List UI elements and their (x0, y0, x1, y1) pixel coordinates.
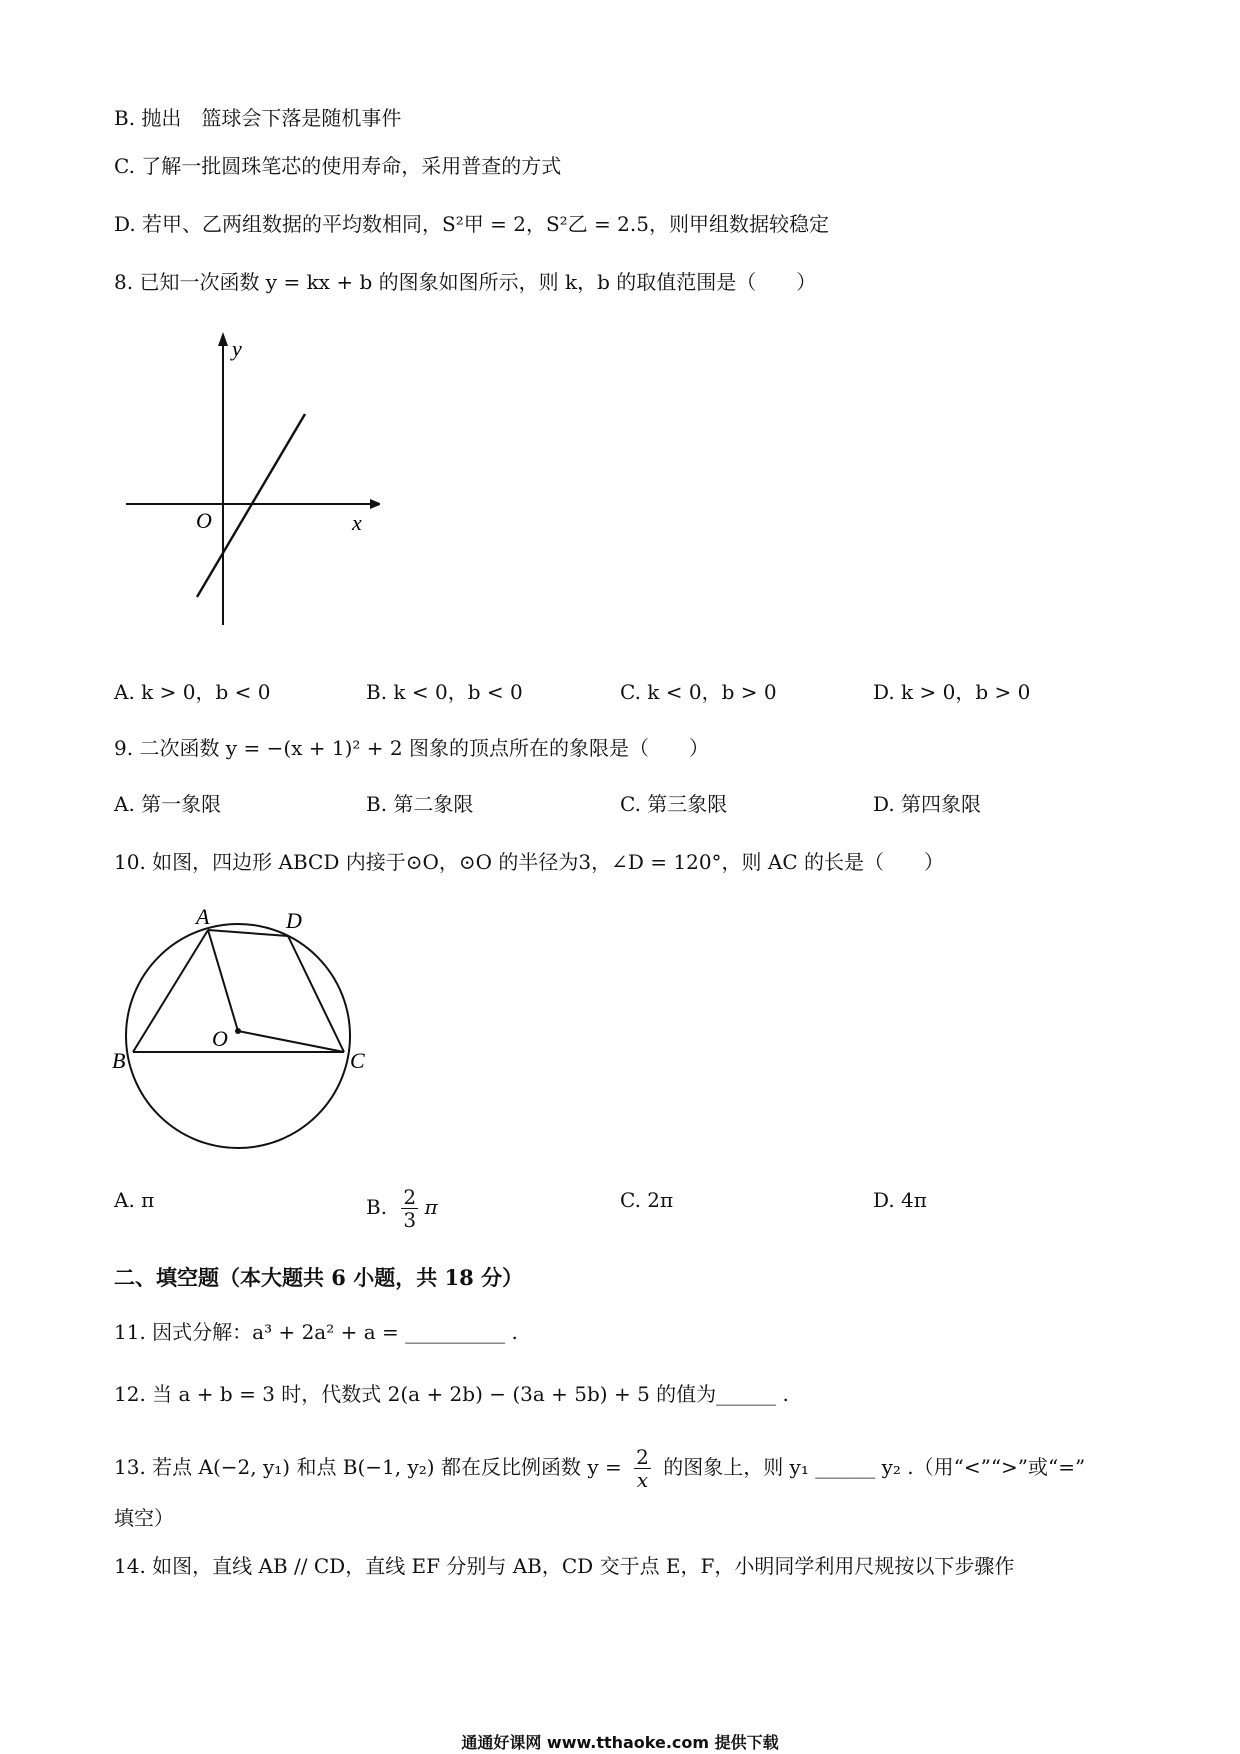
q13-line2: 填空） (114, 1506, 174, 1530)
q10-circle-figure (108, 900, 388, 1150)
q8-option-d: D. k > 0，b > 0 (873, 680, 1031, 704)
q10-option-b (366, 1186, 438, 1231)
fraction-numerator: 2 (403, 1185, 417, 1209)
q9-option-a: A. 第一象限 (114, 792, 222, 816)
q8-line-graph-figure (120, 330, 380, 630)
q10-stem: 10. 如图，四边形 ABCD 内接于⊙O，⊙O 的半径为3，∠D = 120°，则 AC 的长是（ ） (114, 850, 945, 874)
q12-text: 12. 当 a + b = 3 时，代数式 2(a + 2b) − (3a + 5b) + 5 的值为______ . (114, 1382, 789, 1406)
q13-text-before: 13. 若点 A(−2, y₁) 和点 B(−1, y₂) 都在反比例函数 y = (114, 1455, 622, 1479)
q8-option-a: A. k > 0，b < 0 (114, 680, 271, 704)
origin-label: O (196, 508, 212, 533)
function-line (197, 414, 305, 597)
footer-source: 通通好课网 www.tthaoke.com 提供下载 (461, 1733, 779, 1752)
q10-option-b-pi: π (424, 1195, 438, 1219)
segment-oc (238, 1031, 344, 1052)
q7-option-c: C. 了解一批圆珠笔芯的使用寿命，采用普查的方式 (114, 154, 562, 178)
q13-fraction (634, 1446, 651, 1491)
q7-option-d: D. 若甲、乙两组数据的平均数相同，S²甲 = 2，S²乙 = 2.5，则甲组数据较稳定 (114, 212, 829, 236)
fraction-denominator: 3 (403, 1208, 417, 1232)
point-o-label: O (212, 1026, 228, 1051)
y-axis-label: y (232, 336, 242, 361)
q10-option-d: D. 4π (873, 1188, 927, 1212)
point-d-label: D (286, 908, 302, 933)
circle-o (126, 924, 350, 1148)
y-axis-arrow (218, 332, 228, 346)
segment-dc (288, 936, 344, 1052)
q11-text: 11. 因式分解：a³ + 2a² + a = __________ . (114, 1320, 518, 1344)
center-point (235, 1028, 241, 1034)
section-2-title: 二、填空题（本大题共 6 小题，共 18 分） (114, 1265, 524, 1290)
q13-fraction-numerator: 2 (636, 1445, 649, 1469)
x-axis-arrow (370, 499, 380, 509)
q9-option-c: C. 第三象限 (620, 792, 728, 816)
q13-text-after: 的图象上，则 y₁ ______ y₂ .（用“<”“>”或“=” (663, 1455, 1086, 1479)
q13-fraction-denominator: x (636, 1468, 649, 1492)
q8-option-c: C. k < 0，b > 0 (620, 680, 777, 704)
segment-ab (133, 930, 208, 1052)
point-c-label: C (350, 1048, 365, 1073)
q9-option-b: B. 第二象限 (366, 792, 474, 816)
point-b-label: B (112, 1048, 126, 1073)
q9-stem: 9. 二次函数 y = −(x + 1)² + 2 图象的顶点所在的象限是（ ） (114, 736, 709, 760)
q8-stem: 8. 已知一次函数 y = kx + b 的图象如图所示，则 k，b 的取值范围是（ ） (114, 270, 817, 294)
point-a-label: A (196, 904, 210, 929)
q13-line1 (114, 1446, 1085, 1491)
segment-ao (208, 930, 238, 1031)
q7-option-b: B. 抛出 篮球会下落是随机事件 (114, 106, 402, 130)
x-axis-label: x (352, 510, 362, 535)
q14-text: 14. 如图，直线 AB // CD，直线 EF 分别与 AB，CD 交于点 E，F，小明同学利用尺规按以下步骤作 (114, 1554, 1015, 1578)
q10-option-b-label: B. (366, 1195, 388, 1219)
q8-option-b: B. k < 0，b < 0 (366, 680, 523, 704)
q10-option-c: C. 2π (620, 1188, 674, 1212)
q9-option-d: D. 第四象限 (873, 792, 982, 816)
q10-option-a: A. π (114, 1188, 155, 1212)
q10-option-b-fraction (401, 1186, 418, 1231)
